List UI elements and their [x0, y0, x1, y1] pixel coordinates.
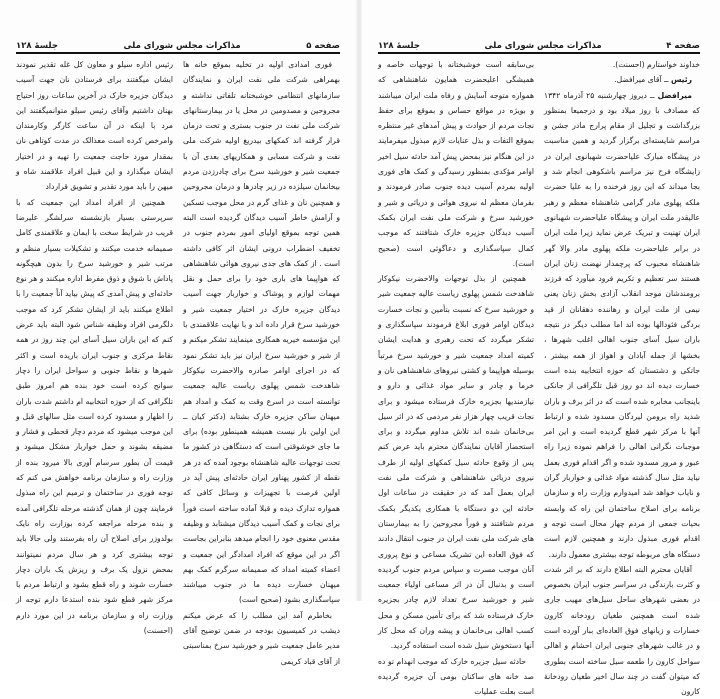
page-left — [0, 0, 360, 666]
running-title: مذاکرات مجلس شورای ملی — [123, 41, 241, 51]
paragraph: فوری امدادی اولیه در تخلیه بموقع خانه ها بهمراهی شرکت ملی نفت ایران و نمایندگان سازمانهای انتظامی خوشبختانه تلفاتی نداشته و مجروحین و مصدومین در محل یا در بیمارستانهای شرکت ملی نفت در جنوب بستری و تحت درمان قرار گرفته اند کمکهای بیدریغ اولیه شرکت ملی نفت و شرکت مسابی و همکاریهای بعدی آن با جمعیت شیر و خورشید سرخ برای چادرزدن مردم بیخانمان سیلزده در زیر چادرها و درمان مجروحین و همچنین نان و غذای گرم در محل موجب تسکین و آرامش خاطر آسیب دیدگان گردیده است البته همین توجه بموقع اولیای امور بمردم جنوب در تخفیف اضطراب درونی ایشان اثر کافی داشته است . از کمک های جدی نیروی هوائی شاهنشاهی که هواپیما های باری خود را برای حمل و نقل مهمات لوازم و پوشاک و خواربار جهت آسیب دیدگان جزیره خارک در اختیار جمعیت شیر و خورشید سرخ قرار داده اند و با نهایت علاقمندی با این مؤسسه خیریه همکاری مینمایند تشکر میکنم و از شیر و خورشید سرخ ایران نیز باید تشکر نمود که در اجرای اوامر صادره والاحضرت نیکوکار شاهدخت شمس پهلوی ریاست عالیه جمعیت توانسته است در اسرع وقت به کمک و امداد هم میهنان ساکن جزیره خارک بشتابد (دکتر کیان ــ این اولین بار نیست همیشه همینطور بوده) برای ما جای خوشوقتی است که دستگاهی در کشور ما تحت توجهات عالیه شاهنشاه بوجود آمده که در هر نقطه از کشور پهناور ایران حادثه‌ای پیش آید در اولین فرصت با تجهیزات و وسائل کافی که همواره تدارک دیده و قبلا آماده ساخته است فوراً برای نجات و کمک آسیب دیدگان میشتابد و وظیفه مقدس معنوی خود را انجام میدهد بنابراین بجاست اگر در این موقع که افراد امدادگر این جمعیت و اعضاء کمیته امداد که صمیمانه سرگرم کمک بهم میهنان خسارت دیده ما در جنوب میباشند سپاسگذاری بشود (صحیح است) — [183, 60, 340, 605]
speaker-paragraph — [544, 88, 700, 562]
column-right — [544, 57, 700, 699]
speech-text: ــ آقای میرافضل. — [614, 75, 671, 85]
page-right — [360, 0, 720, 697]
paragraph: همچنین از افراد امداد این جمعیت که با سرپرستی بسیار بازنشسته سرلشگر علیرضا قریب در شرایط سخت با ایمان و علاقمندی کامل صمیمانه خدمت میکنند و تشکیلات بسیار منظم و مرتب شیر و خورشید سرخ را بدون هیچگونه پاداش با شوق و ذوق مفرط اداره میکنند و هر نوع حادثه‌ای و پیش آمدی که پیش بیاید آناً جمعیت را با اطلاع میکنند باید از ایشان تشکر کرد که موجب دلگرمی افراد وظیفه شناس شود البته باید عرض کنم که این باران سیل آسای این چند روز در همه نقاط مرکزی و جنوب ایران باریده است و اکثر شهرها و نقاط جنوبی و سواحل ایران را دچار سوانح کرده است خود بنده هم امروز طبق تلگرافی که از حوزه انتخابیه ام داشتم شدت باران را اظهار و مسدود کرده است مثل سالهای قبل و این موجب میشود که مردم دچار قحطی و فشار و مضیقه بشوند و حمل خواربار مشکل میشود و قیمت آن بطور سرسام آوری بالا میرود بنده از وزارت راه و سازمان برنامه خواهش می کنم که توجه فوری در ساختمان و ترمیم این راه مبذول فرمایند چون از همان گذشته مرحله تلگرافی آمده و بنده مرحله مراجعه کرده بوزارت راه نایک بولدوزر برای اصلاح آن راه بفرستند ولی حالا باید توجه بیشتری کرد و هر سال مردم نمیتوانند بمحض نزول یک برف و ریزش یک باران دچار خسارت شوند و راه قطع بشود و ارتباط مردم با مرکز شهر قطع شود بنده استدعا دارم توجه از وزارت راه و سازمان برنامه در این مورد دارم (احسنت) — [16, 197, 173, 635]
speaker-paragraph — [544, 72, 700, 87]
column-right — [183, 57, 340, 669]
column-left — [378, 57, 534, 699]
session-number: جلسهٔ ۱۲۸ — [16, 41, 58, 51]
running-title: مذاکرات مجلس شورای ملی — [484, 41, 602, 51]
speaker-name: میرافضل — [657, 90, 692, 100]
paragraph: خداوند خواستارم (احسنت). — [612, 60, 700, 69]
speech-text: ــ دیروز چهارشنبه ۲۵ آذرماه ۱۳۴۲ که مصادف با روز میلاد بود و درجمیعا بمنظور بزرگداشت و تجلیل از مقام پرارج مادر جشن و مراسم شایسته‌ای برگزار گردید و همین مناسبت در پیشگاه مبارک علیاحضرت شهبانوی ایران در زایشگاه فرح نیز مراسم باشکوهی انجام شد و بجا میداند که این روز فرخنده را به علیا حضرت ملکه پهلوی مادر گرامی شاهنشاه معظم و رهبر عالیقدر ملت ایران و پیشگاه علیاحضرت شهبانوی ایران تهنیت و تبریک عرض نماید زیرا ملت ایران در برابر علیاحضرت ملکه پهلوی مادر والا گهر شاهنشاه محبوب که پرچمدار نهضت زنان ایران هستند سر تعظیم و تکریم فرود میآورد که فرزند برومندشان موجد انقلاب آزادی بخش زنان یعنی نیمی از ملت ایران و رهاننده دهقانان از قید بردگی فئودالها بوده اند اما مطلب دیگر در نتیجه باران سیل آسای جنوب اهالی اغلب شهرها ، بخشها از جمله آبادان و اهواز از همه بیشتر ، جاتکی و دشتستان که حوزه انتخابیه بنده است خسارت دیده اند دو روز قبل تلگرافی از جانکی باینجانب مخابره شده است که در اثر برف و باران شدید راه برومن لیردگان مسدود شده و ارتباط آنها با مرکز شهر قطع گردیده است و این امر موجبات نگرانی اهالی را فراهم نموده زیرا راه عبور و مرور مسدود شده و اگر اقدام فوری بعمل نیاید مثل سال گذشته مواد غذائی و خواربار گران و نایاب خواهد شد امیدوارم وزارت راه و سازمان برنامه برای اصلاح ساختمان این راه که وابسته بحیات جمعی از مردم چهار محال است توجه و اقدام فوری مبذول دارند و همچنین لازم است دستگاه های مربوطه توجه بیشتری معمول دارند. — [544, 90, 700, 559]
running-head — [378, 37, 700, 51]
paragraph: بخاطرم آمد این مطلب را که عرض میکنم دیشب در کمیسیون بودجه در ضمن توضیح آقای مدیر عامل جمعیت شیر و خورشید سرخ بمناسبتی از آقای قباد کریمی — [183, 610, 340, 666]
paragraph: همچنین از بذل توجهات والاحضرت نیکوکار شاهدخت شمس پهلوی ریاست عالیه جمعیت شیر و خورشید سرخ که نسبت بتأمین و نجات خسارت دیدگان اوامر فوری ابلاغ فرمودند سپاسگذاری و تشکر میگردد که تحت رهبری و هدایت ایشان کمیته امداد جمعیت شیر و خورشید سرخ مرتباً بوسیله هواپیما و کشتی نیروهای شاهنشاهی نان و خرما و چادر و سایر مواد غذائی و دارو و نیازمندیها بجزیره خارک فرستاده میشود و برای نجات قریب چهار هزار نفر مردمی که در اثر سیل بی‌خانمان شده اند تلاش مداوم میگردد و برای استحضار آقایان نمایندگان محترم باید عرض کنم پس از وقوع حادثه سیل کمکهای اولیه از طرف نیروی دریائی شاهنشاهی و شرکت ملی نفت ایران بعمل آمد که در حقیقت در ساعات اول حادثه این دو دستگاه با همکاری یکدیگر بکمک مردم شتافتند و فوراً مجروحین را به بیمارستان های شرکت ملی نفت ایران در جنوب انتقال دادند که فوق العاده این تشریک مساعی و نوع پروری آنان موجب مسرت و سپاس مردم جنوب گردیده است و بدنبال آن در اثر مساعی اولیاء جمعیت شیر و خورشید سرخ تعداد لازم چادر بجزیره خارک فرستاده شد که برای تأمین مسکن و محل کسب اهالی بی‌خانمان و پیشه وران که محل کار آنها دستخوش سیل شده است استفاده گردید. — [378, 274, 534, 651]
text-columns — [378, 57, 700, 699]
paragraph: آقایان محترم البته اطلاع دارند که بر اثر شدت و کثرت بارندگی در سراسر جنوب ایران بخصوص در بعضی شهرهای ساحل سیل‌های مهیب جاری شده است همچنین طغیان رودخانه کارون خسارات و زیانهای فوق العاده‌ای ببار آورده است و در غالب شهرهای جنوبی ایران احشام و اهالی سواحل کارون را طعمه سیل ساخته است بطوری که میتوان گفت در چند سال اخیر طغیان رودخانهٔ کارون — [544, 564, 700, 697]
paragraph: بی‌سابقه است خوشبختانه با توجهات خاصه و همیشگی اعلیحضرت همایون شاهنشاهی که همواره متوجه آسایش و رفاه ملت ایران میباشند و بویژه در مواقع حساس و بموقع برای حفظ نجات مردم از حوادث و پیش آمدهای غیر منتظره بموقع التفات و بذل عنایات لازم مبذول میفرمایند در این هنگام نیز بمحض پیش آمد حادثه سیل اخیر اوامر مؤکدی بمنظور رسیدگی و کمک های فوری اولیه بمردم آسیب دیده جنوب صادر فرمودند و بفرمان معظم له نیروی هوائی و دریائی و شیر و خورشید سرخ و شرکت ملی نفت ایران بکمک آسیب دیدگان جزیره خارک شتافتند که موجب کمال سپاسگذاری و دعاگوئی است (صحیح است). — [378, 60, 534, 268]
paragraph: رئیس اداره سیلو و معاون کل غله تقدیر نمودند ایشان میگفتند برای فرستادن نان جهت آسیب دیدگان جزیره خارک در آخرین ساعات روز احتیاج بهنان داشتیم وآقای رئیس سیلو متوانمیگفتند این مرد با اینکه در آن ساعت کارگر وکارمندان وامرخص کرده است معذالک در مدت کوتاهی نان بمقدار مورد حاجت جمعیت را تهیه و در اختیار ایشان میگذارد و این قبیل افراد علاقمند شاه و میهن را باید مورد تقدیر و تشویق قرارداد — [16, 60, 173, 192]
session-number: جلسهٔ ۱۲۸ — [378, 41, 420, 51]
text-columns — [16, 57, 340, 669]
column-left — [16, 57, 173, 669]
paragraph: حادثه سیل جزیره خارک که موجب انهدام تو ده صد خانه های ساکنان بومی آن جزیره گردیده است بعلت عملیات — [378, 656, 534, 697]
running-head — [16, 37, 340, 51]
header-rule — [378, 52, 700, 54]
speaker-name: رئیس — [670, 75, 692, 85]
page-number: صفحه ۵ — [306, 41, 340, 51]
page-number: صفحه ۴ — [666, 41, 700, 51]
header-rule — [16, 52, 340, 54]
